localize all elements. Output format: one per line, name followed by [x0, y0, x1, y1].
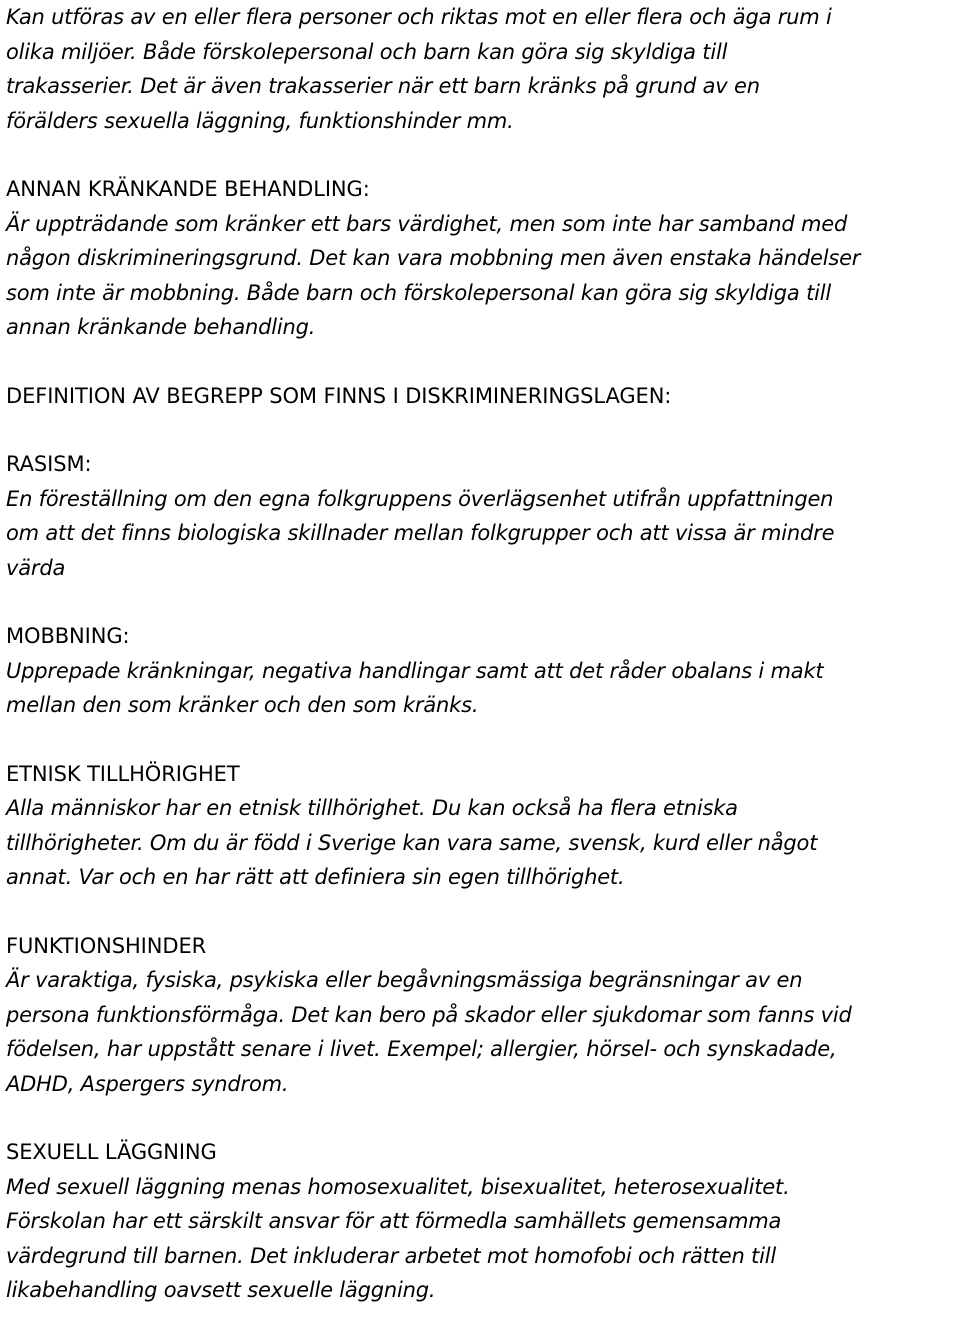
funktionshinder-line: Är varaktiga, fysiska, psykiska eller begåvningsmässiga begränsningar av en	[6, 968, 803, 992]
sexuell-line: likabehandling oavsett sexuelle läggning.	[6, 1278, 436, 1302]
etnisk-paragraph	[6, 791, 956, 895]
rasism-paragraph	[6, 482, 956, 586]
heading-funktionshinder: FUNKTIONSHINDER	[6, 933, 207, 958]
heading-sexuell-laggning: SEXUELL LÄGGNING	[6, 1140, 217, 1164]
intro-line: förälders sexuella läggning, funktionshinder mm.	[6, 108, 514, 133]
mobbning-line: Upprepade kränkningar, negativa handlingar samt att det råder obalans i makt	[6, 658, 824, 683]
heading-etnisk-tillhorighet: ETNISK TILLHÖRIGHET	[6, 761, 240, 786]
heading-annan-krankande-behandling: ANNAN KRÄNKANDE BEHANDLING:	[6, 177, 370, 201]
intro-paragraph	[6, 0, 956, 138]
etnisk-line: Alla människor har en etnisk tillhörighet. Du kan också ha flera etniska	[6, 796, 738, 820]
rasism-line: En föreställning om den egna folkgruppens överlägsenhet utifrån uppfattningen	[6, 486, 834, 511]
heading-rasism: RASISM:	[6, 452, 92, 476]
heading-mobbning: MOBBNING:	[6, 624, 130, 648]
rasism-line: värda	[6, 555, 66, 580]
intro-line: trakasserier. Det är även trakasserier när ett barn kränks på grund av en	[6, 74, 760, 98]
funktionshinder-line: födelsen, har uppstått senare i livet. Exempel; allergier, hörsel- och synskadade,	[6, 1037, 837, 1061]
annan-line: någon diskrimineringsgrund. Det kan vara mobbning men även enstaka händelser	[6, 246, 861, 270]
annan-line: annan kränkande behandling.	[6, 315, 316, 339]
sexuell-paragraph	[6, 1170, 956, 1308]
sexuell-line: Förskolan har ett särskilt ansvar för att förmedla samhällets gemensamma	[6, 1209, 782, 1233]
annan-line: Är uppträdande som kränker ett bars värdighet, men som inte har samband med	[6, 211, 848, 236]
heading-definition: DEFINITION AV BEGREPP SOM FINNS I DISKRIMINERINGSLAGEN:	[6, 383, 672, 408]
intro-line: Kan utföras av en eller flera personer och riktas mot en eller flera och äga rum i	[6, 5, 832, 29]
sexuell-line: Med sexuell läggning menas homosexualitet, bisexualitet, heterosexualitet.	[6, 1174, 790, 1199]
funktionshinder-paragraph	[6, 963, 956, 1101]
sexuell-line: värdegrund till barnen. Det inkluderar arbetet mot homofobi och rätten till	[6, 1243, 776, 1268]
annan-line: som inte är mobbning. Både barn och förskolepersonal kan göra sig skyldiga till	[6, 280, 832, 305]
funktionshinder-line: ADHD, Aspergers syndrom.	[6, 1071, 289, 1096]
etnisk-line: tillhörigheter. Om du är född i Sverige kan vara same, svensk, kurd eller något	[6, 830, 818, 855]
intro-line: olika miljöer. Både förskolepersonal och barn kan göra sig skyldiga till	[6, 39, 728, 64]
funktionshinder-line: persona funktionsförmåga. Det kan bero på skador eller sjukdomar som fanns vid	[6, 1002, 852, 1027]
document-page	[6, 0, 956, 1308]
mobbning-paragraph	[6, 654, 956, 723]
annan-paragraph	[6, 207, 956, 345]
mobbning-line: mellan den som kränker och den som kränks.	[6, 693, 479, 717]
etnisk-line: annat. Var och en har rätt att definiera sin egen tillhörighet.	[6, 865, 625, 889]
rasism-line: om att det finns biologiska skillnader mellan folkgrupper och att vissa är mindre	[6, 521, 835, 545]
